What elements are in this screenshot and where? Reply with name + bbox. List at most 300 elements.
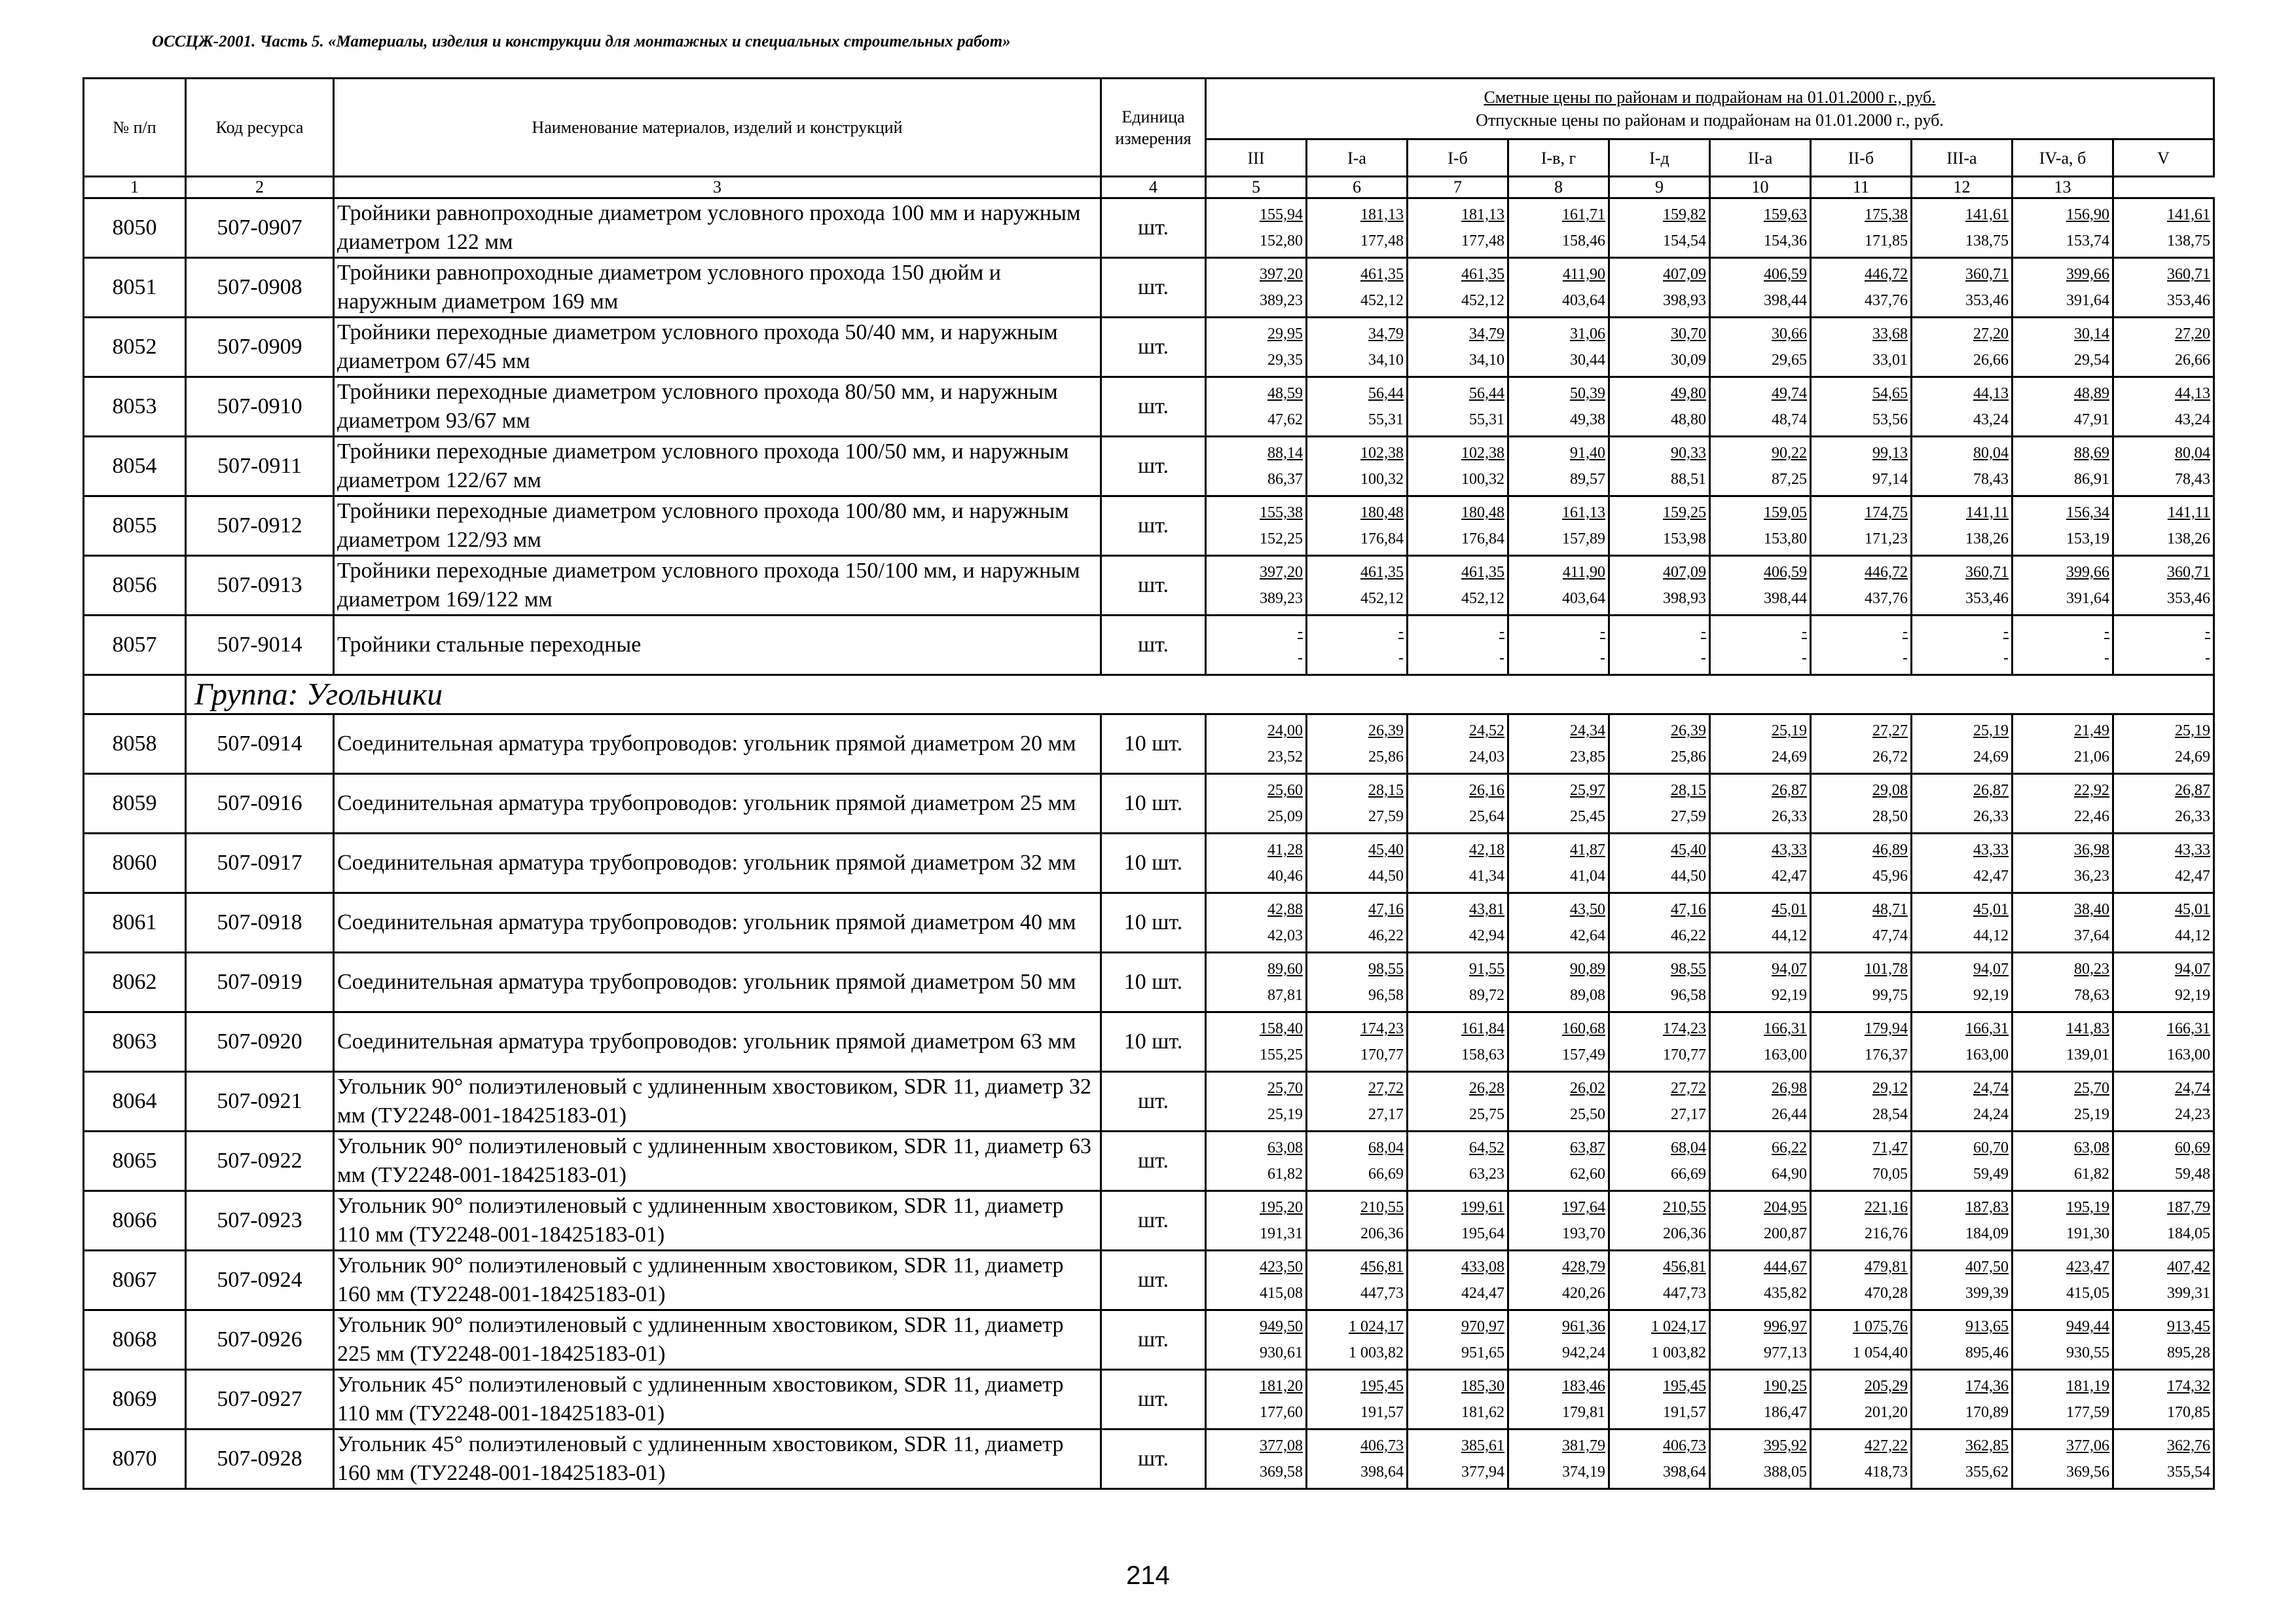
release-price: 191,57 <box>1360 1404 1404 1421</box>
price-cell <box>1710 953 1811 1012</box>
price-cell <box>1508 1132 1609 1191</box>
price-cell <box>1307 318 1408 377</box>
estimated-price: 49,74 <box>1772 385 1807 402</box>
release-price: 89,57 <box>1570 471 1605 488</box>
resource-code: 507-0920 <box>186 1012 334 1072</box>
item-name: Соединительная арматура трубопроводов: угольник прямой диаметром 40 мм <box>334 893 1101 953</box>
region-header: I-в, г <box>1508 139 1609 177</box>
release-price: 46,22 <box>1671 927 1706 944</box>
release-price: 155,25 <box>1260 1046 1303 1063</box>
unit-of-measure: шт. <box>1101 1251 1206 1310</box>
price-cell <box>1912 616 2013 675</box>
release-price: 64,90 <box>1772 1166 1807 1183</box>
release-price: 59,48 <box>2175 1166 2211 1183</box>
estimated-price: 34,79 <box>1368 325 1404 342</box>
release-price: 930,61 <box>1260 1344 1303 1361</box>
release-price: 92,19 <box>2175 987 2211 1004</box>
estimated-price: 48,89 <box>2074 385 2109 402</box>
estimated-price: 174,32 <box>2167 1378 2211 1395</box>
row-number: 8054 <box>84 437 186 496</box>
price-cell <box>1307 1430 1408 1489</box>
unit-of-measure: шт. <box>1101 616 1206 675</box>
release-price: 391,64 <box>2066 292 2109 309</box>
price-cell <box>1408 496 1508 556</box>
row-number: 8059 <box>84 774 186 834</box>
price-cell <box>1508 377 1609 437</box>
price-cell <box>1307 1132 1408 1191</box>
price-cell <box>1912 1310 2013 1370</box>
estimated-price: 28,15 <box>1368 782 1404 799</box>
col-header-no: № п/п <box>84 79 186 177</box>
estimated-price: 406,73 <box>1360 1437 1404 1454</box>
estimated-price: 156,34 <box>2066 504 2109 521</box>
estimated-price: 41,87 <box>1570 841 1605 858</box>
estimated-price: 80,04 <box>2175 445 2211 462</box>
item-name: Тройники равнопроходные диаметром условного прохода 150 дюйм и наружным диаметром 169 мм <box>334 258 1101 318</box>
column-number: 6 <box>1307 177 1408 198</box>
release-price: 206,36 <box>1360 1225 1404 1242</box>
unit-of-measure: шт. <box>1101 1132 1206 1191</box>
release-price: 49,38 <box>1570 411 1605 428</box>
release-price: 42,47 <box>1772 868 1807 885</box>
estimated-price: 48,71 <box>1872 901 1908 918</box>
price-cell <box>1206 1132 1307 1191</box>
estimated-price: 141,61 <box>2167 206 2211 223</box>
release-price: 157,89 <box>1562 530 1605 547</box>
release-price: 59,49 <box>1973 1166 2009 1183</box>
estimated-price: 27,27 <box>1872 722 1908 739</box>
release-price: - <box>1499 650 1504 667</box>
release-price: 97,14 <box>1872 471 1908 488</box>
table-row <box>84 1132 2214 1191</box>
price-cell <box>1912 496 2013 556</box>
release-price: 30,09 <box>1671 352 1706 369</box>
release-price: 61,82 <box>1267 1166 1303 1183</box>
release-price: 176,84 <box>1360 530 1404 547</box>
release-price: 452,12 <box>1360 292 1404 309</box>
price-cell <box>1609 556 1710 616</box>
price-cell <box>1408 198 1508 258</box>
item-name: Соединительная арматура трубопроводов: угольник прямой диаметром 25 мм <box>334 774 1101 834</box>
price-cell <box>1811 556 1912 616</box>
row-number: 8058 <box>84 714 186 774</box>
release-price: 170,85 <box>2167 1404 2211 1421</box>
estimated-price: 1 024,17 <box>1651 1318 1706 1335</box>
unit-of-measure: шт. <box>1101 258 1206 318</box>
price-cell <box>1811 496 1912 556</box>
price-cell <box>1811 258 1912 318</box>
estimated-price: 29,95 <box>1267 325 1303 342</box>
estimated-price: 41,28 <box>1267 841 1303 858</box>
estimated-price: 195,45 <box>1360 1378 1404 1395</box>
price-cell <box>1609 1251 1710 1310</box>
estimated-price: 50,39 <box>1570 385 1605 402</box>
release-price: 435,82 <box>1764 1285 1807 1302</box>
release-price: 895,46 <box>1965 1344 2009 1361</box>
price-cell <box>1811 1072 1912 1132</box>
estimated-price: 80,23 <box>2074 961 2109 978</box>
release-price: 25,50 <box>1570 1106 1605 1123</box>
price-cell <box>1206 714 1307 774</box>
release-price: 138,75 <box>2167 232 2211 249</box>
price-cell <box>1710 893 1811 953</box>
release-price: 26,44 <box>1772 1106 1807 1123</box>
release-price: 398,64 <box>1360 1464 1404 1481</box>
estimated-price: 913,45 <box>2167 1318 2211 1335</box>
estimated-price: 26,39 <box>1671 722 1706 739</box>
estimated-price: 160,68 <box>1562 1020 1605 1037</box>
estimated-price: - <box>2205 623 2211 640</box>
resource-code: 507-0913 <box>186 556 334 616</box>
estimated-price: 446,72 <box>1865 564 1908 581</box>
release-price: 389,23 <box>1260 292 1303 309</box>
price-cell <box>1609 258 1710 318</box>
release-price: 25,19 <box>1267 1106 1303 1123</box>
estimated-price: 45,40 <box>1671 841 1706 858</box>
estimated-price: 377,06 <box>2066 1437 2109 1454</box>
item-name: Угольник 45° полиэтиленовый с удлиненным хвостовиком, SDR 11, диаметр 160 мм (ТУ2248-001-18425183-01) <box>334 1430 1101 1489</box>
release-price: - <box>1802 650 1807 667</box>
estimated-price: 30,70 <box>1671 325 1706 342</box>
price-cell <box>1912 1251 2013 1310</box>
prices-title-bottom: Отпускные цены по районам и подрайонам на 01.01.2000 г., руб. <box>1476 111 1944 130</box>
estimated-price: 43,33 <box>1973 841 2009 858</box>
release-price: 369,56 <box>2066 1464 2109 1481</box>
release-price: 977,13 <box>1764 1344 1807 1361</box>
release-price: 399,31 <box>2167 1285 2211 1302</box>
price-cell <box>1710 1430 1811 1489</box>
estimated-price: 24,74 <box>1973 1080 2009 1097</box>
estimated-price: 406,59 <box>1764 266 1807 283</box>
price-cell <box>1811 1191 1912 1251</box>
unit-of-measure: шт. <box>1101 1072 1206 1132</box>
price-cell <box>1811 1310 1912 1370</box>
price-cell <box>2113 258 2214 318</box>
column-number: 4 <box>1101 177 1206 198</box>
estimated-price: 56,44 <box>1368 385 1404 402</box>
estimated-price: 90,89 <box>1570 961 1605 978</box>
unit-of-measure: 10 шт. <box>1101 714 1206 774</box>
release-price: 374,19 <box>1562 1464 1605 1481</box>
table-row <box>84 318 2214 377</box>
release-price: 415,08 <box>1260 1285 1303 1302</box>
release-price: 391,64 <box>2066 590 2109 607</box>
release-price: - <box>1903 650 1908 667</box>
price-cell <box>1307 198 1408 258</box>
price-cell <box>1508 556 1609 616</box>
price-cell <box>1710 496 1811 556</box>
price-cell <box>1408 774 1508 834</box>
row-number: 8055 <box>84 496 186 556</box>
unit-of-measure: шт. <box>1101 496 1206 556</box>
release-price: 355,54 <box>2167 1464 2211 1481</box>
price-cell <box>1912 377 2013 437</box>
price-cell <box>1710 616 1811 675</box>
estimated-price: 64,52 <box>1469 1139 1504 1156</box>
estimated-price: 161,84 <box>1461 1020 1504 1037</box>
estimated-price: 423,50 <box>1260 1259 1303 1276</box>
release-price: 47,74 <box>1872 927 1908 944</box>
price-cell <box>2013 258 2113 318</box>
release-price: 53,56 <box>1872 411 1908 428</box>
price-cell <box>2013 496 2113 556</box>
resource-code: 507-0908 <box>186 258 334 318</box>
row-number: 8070 <box>84 1430 186 1489</box>
price-cell <box>1609 496 1710 556</box>
item-name: Соединительная арматура трубопроводов: угольник прямой диаметром 20 мм <box>334 714 1101 774</box>
estimated-price: 102,38 <box>1461 445 1504 462</box>
price-cell <box>2013 437 2113 496</box>
release-price: 25,09 <box>1267 808 1303 825</box>
item-name: Тройники переходные диаметром условного прохода 50/40 мм, и наружным диаметром 67/45 мм <box>334 318 1101 377</box>
release-price: 28,50 <box>1872 808 1908 825</box>
release-price: 44,50 <box>1368 868 1404 885</box>
estimated-price: 47,16 <box>1671 901 1706 918</box>
release-price: 353,46 <box>2167 590 2211 607</box>
release-price: 25,75 <box>1469 1106 1504 1123</box>
release-price: 23,85 <box>1570 748 1605 766</box>
estimated-price: 42,88 <box>1267 901 1303 918</box>
estimated-price: - <box>1802 623 1807 640</box>
estimated-price: 161,71 <box>1562 206 1605 223</box>
estimated-price: 27,20 <box>1973 325 2009 342</box>
price-cell <box>1408 377 1508 437</box>
release-price: 47,91 <box>2074 411 2109 428</box>
price-cell <box>1206 893 1307 953</box>
release-price: 206,36 <box>1663 1225 1706 1242</box>
release-price: 470,28 <box>1865 1285 1908 1302</box>
release-price: 181,62 <box>1461 1404 1504 1421</box>
resource-code: 507-0916 <box>186 774 334 834</box>
release-price: 388,05 <box>1764 1464 1807 1481</box>
unit-of-measure: шт. <box>1101 318 1206 377</box>
price-cell <box>1206 496 1307 556</box>
release-price: 29,65 <box>1772 352 1807 369</box>
release-price: 152,25 <box>1260 530 1303 547</box>
price-cell <box>1206 556 1307 616</box>
estimated-price: 63,87 <box>1570 1139 1605 1156</box>
row-number: 8062 <box>84 953 186 1012</box>
release-price: 398,44 <box>1764 292 1807 309</box>
estimated-price: 996,97 <box>1764 1318 1807 1335</box>
price-cell <box>1508 198 1609 258</box>
price-cell <box>1508 1430 1609 1489</box>
price-cell <box>1307 556 1408 616</box>
price-cell <box>1609 616 1710 675</box>
estimated-price: 360,71 <box>2167 564 2211 581</box>
estimated-price: 24,00 <box>1267 722 1303 739</box>
price-cell <box>2113 377 2214 437</box>
release-price: - <box>1398 650 1404 667</box>
table-row <box>84 893 2214 953</box>
release-price: 24,69 <box>1772 748 1807 766</box>
price-cell <box>1912 1370 2013 1430</box>
estimated-price: 381,79 <box>1562 1437 1605 1454</box>
price-cell <box>1609 1012 1710 1072</box>
estimated-price: 446,72 <box>1865 266 1908 283</box>
price-cell <box>2013 1191 2113 1251</box>
estimated-price: 399,66 <box>2066 564 2109 581</box>
release-price: 170,89 <box>1965 1404 2009 1421</box>
release-price: 398,44 <box>1764 590 1807 607</box>
unit-of-measure: шт. <box>1101 198 1206 258</box>
estimated-price: 88,69 <box>2074 445 2109 462</box>
column-number: 12 <box>1912 177 2013 198</box>
price-cell <box>1307 1012 1408 1072</box>
resource-code: 507-0910 <box>186 377 334 437</box>
estimated-price: 101,78 <box>1865 961 1908 978</box>
release-price: 29,54 <box>2074 352 2109 369</box>
price-cell <box>1508 774 1609 834</box>
price-cell <box>1710 437 1811 496</box>
release-price: 216,76 <box>1865 1225 1908 1242</box>
price-cell <box>1408 1251 1508 1310</box>
price-cell <box>1912 1430 2013 1489</box>
estimated-price: 159,05 <box>1764 504 1807 521</box>
estimated-price: - <box>1701 623 1706 640</box>
resource-code: 507-0928 <box>186 1430 334 1489</box>
estimated-price: 45,40 <box>1368 841 1404 858</box>
price-cell <box>1307 1191 1408 1251</box>
release-price: 86,91 <box>2074 471 2109 488</box>
unit-of-measure: 10 шт. <box>1101 834 1206 893</box>
estimated-price: 187,83 <box>1965 1199 2009 1216</box>
estimated-price: 89,60 <box>1267 961 1303 978</box>
release-price: 152,80 <box>1260 232 1303 249</box>
price-cell <box>1811 893 1912 953</box>
estimated-price: 195,45 <box>1663 1378 1706 1395</box>
unit-of-measure: 10 шт. <box>1101 774 1206 834</box>
col-header-name: Наименование материалов, изделий и конструкций <box>334 79 1101 177</box>
price-cell <box>1206 258 1307 318</box>
release-price: 34,10 <box>1469 352 1504 369</box>
table-row <box>84 834 2214 893</box>
price-cell <box>1609 1132 1710 1191</box>
price-cell <box>2013 377 2113 437</box>
resource-code: 507-0907 <box>186 198 334 258</box>
item-name: Тройники стальные переходные <box>334 616 1101 675</box>
price-cell <box>1408 1191 1508 1251</box>
group-row <box>84 675 2214 714</box>
price-cell <box>2013 1072 2113 1132</box>
release-price: 398,64 <box>1663 1464 1706 1481</box>
resource-code: 507-0926 <box>186 1310 334 1370</box>
estimated-price: 949,44 <box>2066 1318 2109 1335</box>
table-row <box>84 496 2214 556</box>
price-cell <box>1206 318 1307 377</box>
estimated-price: 30,14 <box>2074 325 2109 342</box>
row-number: 8067 <box>84 1251 186 1310</box>
price-cell <box>2113 318 2214 377</box>
release-price: 153,80 <box>1764 530 1807 547</box>
estimated-price: 24,34 <box>1570 722 1605 739</box>
release-price: 191,31 <box>1260 1225 1303 1242</box>
release-price: 48,80 <box>1671 411 1706 428</box>
price-cell <box>2013 1251 2113 1310</box>
release-price: 21,06 <box>2074 748 2109 766</box>
column-number: 5 <box>1206 177 1307 198</box>
release-price: 163,00 <box>2167 1046 2211 1063</box>
release-price: 353,46 <box>1965 292 2009 309</box>
estimated-price: 34,79 <box>1469 325 1504 342</box>
price-cell <box>1206 774 1307 834</box>
estimated-price: 913,65 <box>1965 1318 2009 1335</box>
price-cell <box>2013 893 2113 953</box>
release-price: 78,43 <box>2175 471 2211 488</box>
price-cell <box>1307 1251 1408 1310</box>
estimated-price: 68,04 <box>1368 1139 1404 1156</box>
table-row <box>84 556 2214 616</box>
estimated-price: 479,81 <box>1865 1259 1908 1276</box>
resource-code: 507-0927 <box>186 1370 334 1430</box>
price-cell <box>1307 714 1408 774</box>
price-cell <box>1609 437 1710 496</box>
release-price: 62,60 <box>1570 1166 1605 1183</box>
estimated-price: - <box>2104 623 2109 640</box>
row-number: 8051 <box>84 258 186 318</box>
estimated-price: 221,16 <box>1865 1199 1908 1216</box>
price-cell <box>1811 377 1912 437</box>
release-price: 44,12 <box>1973 927 2009 944</box>
item-name: Угольник 90° полиэтиленовый с удлиненным хвостовиком, SDR 11, диаметр 110 мм (ТУ2248-001-18425183-01) <box>334 1191 1101 1251</box>
region-header: I-б <box>1408 139 1508 177</box>
release-price: 24,69 <box>2175 748 2211 766</box>
release-price: 403,64 <box>1562 590 1605 607</box>
price-cell <box>1609 198 1710 258</box>
release-price: 184,05 <box>2167 1225 2211 1242</box>
price-cell <box>2013 714 2113 774</box>
estimated-price: 98,55 <box>1368 961 1404 978</box>
item-name: Тройники переходные диаметром условного прохода 150/100 мм, и наружным диаметром 169/122 мм <box>334 556 1101 616</box>
estimated-price: 33,68 <box>1872 325 1908 342</box>
release-price: 45,96 <box>1872 868 1908 885</box>
release-price: 96,58 <box>1368 987 1404 1004</box>
release-price: 26,72 <box>1872 748 1908 766</box>
price-cell <box>1811 198 1912 258</box>
estimated-price: 179,94 <box>1865 1020 1908 1037</box>
estimated-price: 166,31 <box>2167 1020 2211 1037</box>
item-name: Тройники переходные диаметром условного прохода 80/50 мм, и наружным диаметром 93/67 мм <box>334 377 1101 437</box>
release-price: 41,04 <box>1570 868 1605 885</box>
release-price: 158,46 <box>1562 232 1605 249</box>
estimated-price: 141,11 <box>2167 504 2211 521</box>
release-price: 92,19 <box>1772 987 1807 1004</box>
estimated-price: 181,13 <box>1360 206 1404 223</box>
row-number: 8053 <box>84 377 186 437</box>
price-cell <box>1206 198 1307 258</box>
estimated-price: 181,13 <box>1461 206 1504 223</box>
release-price: 951,65 <box>1461 1344 1504 1361</box>
estimated-price: 411,90 <box>1562 564 1605 581</box>
release-price: 447,73 <box>1663 1285 1706 1302</box>
estimated-price: 970,97 <box>1461 1318 1504 1335</box>
release-price: 1 054,40 <box>1853 1344 1908 1361</box>
price-cell <box>1811 1132 1912 1191</box>
estimated-price: 45,01 <box>1772 901 1807 918</box>
release-price: 70,05 <box>1872 1166 1908 1183</box>
release-price: 96,58 <box>1671 987 1706 1004</box>
price-cell <box>2113 893 2214 953</box>
column-number: 1 <box>84 177 186 198</box>
row-number: 8064 <box>84 1072 186 1132</box>
price-cell <box>1710 377 1811 437</box>
price-cell <box>2113 714 2214 774</box>
price-cell <box>2113 1310 2214 1370</box>
estimated-price: 141,11 <box>1965 504 2009 521</box>
region-header: II-а <box>1710 139 1811 177</box>
region-header: V <box>2113 139 2214 177</box>
estimated-price: 174,36 <box>1965 1378 2009 1395</box>
